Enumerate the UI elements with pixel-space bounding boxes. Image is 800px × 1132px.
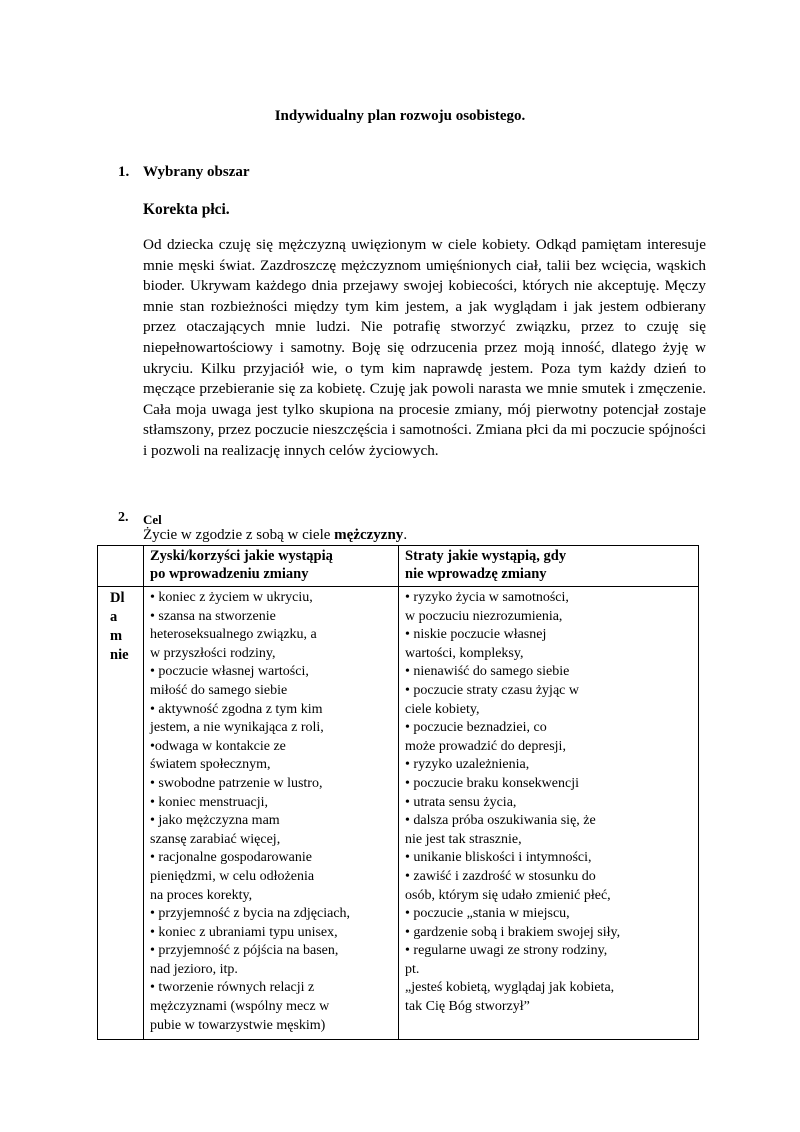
- section-1-title: Wybrany obszar: [143, 164, 250, 180]
- gains-losses-table: [97, 545, 699, 1040]
- list-item: w przyszłości rodziny,: [150, 645, 276, 661]
- list-item: mężczyznami (wspólny mecz w: [150, 999, 330, 1015]
- list-item: • poczucie straty czasu żyjąc w: [405, 682, 579, 698]
- list-item: • nienawiść do samego siebie: [405, 664, 570, 680]
- list-item: heteroseksualnego związku, a: [150, 627, 317, 643]
- page-title: Indywidualny plan rozwoju osobistego.: [274, 108, 526, 124]
- list-item: pubie w towarzystwie męskim): [150, 1017, 326, 1033]
- list-item: miłość do samego siebie: [150, 682, 288, 698]
- list-item: • poczucie własnej wartości,: [150, 664, 309, 680]
- list-item: • regularne uwagi ze strony rodziny,: [405, 943, 608, 959]
- list-item: szansę zarabiać więcej,: [150, 831, 281, 847]
- list-item: • ryzyko życia w samotności,: [405, 590, 569, 605]
- goal-suffix: .: [403, 527, 408, 543]
- section-2-number: 2.: [118, 510, 129, 525]
- header-losses-line-2: nie wprowadzę zmiany: [405, 565, 547, 582]
- goal-bold: mężczyzny: [334, 527, 404, 543]
- list-item: może prowadzić do depresji,: [405, 738, 566, 754]
- list-item: • jako mężczyzna mam: [150, 813, 280, 829]
- section-1-paragraph: Od dziecka czuję się mężczyzną uwięzionym w ciele kobiety. Odkąd pamiętam interesuje mnie męski świat. Zazdroszczę mężczyznom umięśnionych ciał, talii bez wcięcia, wąskich bioder. Ukrywam każdego dnia przejawy swojej kobiecości, których nie akceptuję. Męczy mnie stan rozbieżności między tym kim jestem, a jak wyglądam i jak jestem odbierany przez otaczających mnie ludzi. Nie potrafię stworzyć związku, przez to czuję się niepełnowartościowy i samotny. Boję się odrzucenia przez moją inność, dlatego żyję w ukryciu. Kilku przyjaciół wie, o tym kim naprawdę jestem. Poza tym każdy dzień to męczące przebieranie się za kobietę. Czuję jak powoli narasta we mnie smutek i zmęczenie. Cała moja uwaga jest tylko skupiona na procesie zmiany, mój pierwotny potencjał zostaje stłamszony, przez poczucie nieszczęścia i samotności. Zmiana płci da mi poczucie spójności i pozwoli na realizację innych celów życiowych.: [143, 236, 706, 459]
- list-item: na proces korekty,: [150, 887, 253, 903]
- list-item: w poczuciu niezrozumienia,: [405, 608, 563, 624]
- list-item: • poczucie beznadziei, co: [405, 720, 547, 736]
- section-1-subheading: Korekta płci.: [143, 201, 230, 218]
- header-gains: [144, 546, 399, 587]
- list-item: • aktywność zgodna z tym kim: [150, 701, 323, 717]
- section-1-number: 1.: [118, 164, 130, 180]
- list-item: osób, którym się udało zmienić płeć,: [405, 887, 611, 903]
- list-item: wartości, kompleksy,: [405, 645, 524, 661]
- list-item: ciele kobiety,: [405, 701, 480, 717]
- goal-prefix: Życie w zgodzie z sobą w ciele: [143, 527, 335, 543]
- list-item: • dalsza próba oszukiwania się, że: [405, 813, 596, 829]
- list-item: • szansa na stworzenie: [150, 608, 276, 624]
- goal-statement: [143, 527, 407, 544]
- list-item: • koniec menstruacji,: [150, 794, 269, 810]
- gains-cell: [144, 587, 399, 1040]
- list-item: • przyjemność z bycia na zdjęciach,: [150, 906, 351, 922]
- header-empty-cell: [98, 546, 144, 587]
- list-item: • przyjemność z pójścia na basen,: [150, 943, 339, 959]
- table-header-row: [98, 546, 699, 587]
- list-item: • zawiść i zazdrość w stosunku do: [405, 868, 596, 884]
- row-label-line: m: [110, 628, 123, 644]
- list-item: pt.: [405, 961, 420, 977]
- list-item: • poczucie „stania w miejscu,: [405, 906, 570, 922]
- list-item: • ryzyko uzależnienia,: [405, 757, 530, 773]
- list-item: • koniec z ubraniami typu unisex,: [150, 924, 338, 940]
- row-label: [98, 587, 144, 1040]
- list-item: pieniędzmi, w celu odłożenia: [150, 868, 315, 884]
- list-item: • gardzenie sobą i brakiem swojej siły,: [405, 924, 621, 940]
- list-item: • unikanie bliskości i intymności,: [405, 850, 592, 866]
- list-item: • utrata sensu życia,: [405, 794, 517, 810]
- list-item: •odwaga w kontakcie ze: [150, 738, 286, 754]
- list-item: • koniec z życiem w ukryciu,: [150, 590, 313, 605]
- header-losses: [399, 546, 699, 587]
- header-gains-line-1: Zyski/korzyści jakie wystąpią: [150, 548, 333, 564]
- list-item: „jesteś kobietą, wyglądaj jak kobieta,: [405, 980, 615, 996]
- losses-cell: [399, 587, 699, 1040]
- row-label-line: Dl: [110, 590, 125, 606]
- list-item: nie jest tak strasznie,: [405, 831, 522, 847]
- list-item: • poczucie braku konsekwencji: [405, 775, 580, 791]
- header-losses-line-1: Straty jakie wystąpią, gdy: [405, 548, 567, 564]
- table-row: [98, 587, 699, 1040]
- list-item: jestem, a nie wynikająca z roli,: [150, 720, 324, 736]
- row-label-line: nie: [110, 647, 129, 663]
- list-item: światem społecznym,: [150, 757, 271, 773]
- list-item: • niskie poczucie własnej: [405, 627, 547, 643]
- list-item: • swobodne patrzenie w lustro,: [150, 775, 323, 791]
- header-gains-line-2: po wprowadzeniu zmiany: [150, 565, 309, 582]
- section-2-title: Cel: [143, 512, 162, 527]
- list-item: • racjonalne gospodarowanie: [150, 850, 312, 866]
- list-item: tak Cię Bóg stworzył”: [405, 999, 530, 1015]
- list-item: • tworzenie równych relacji z: [150, 980, 315, 996]
- list-item: nad jezioro, itp.: [150, 961, 238, 977]
- row-label-line: a: [110, 609, 118, 625]
